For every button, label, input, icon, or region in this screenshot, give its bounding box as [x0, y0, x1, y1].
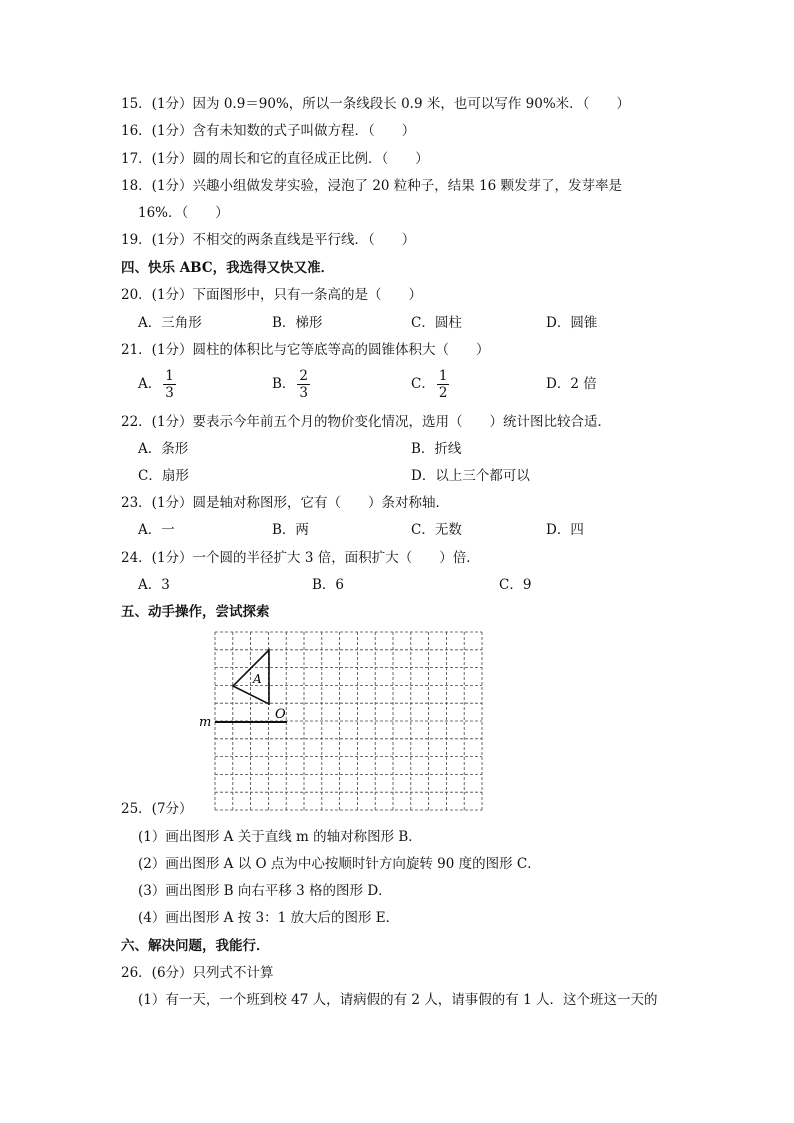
fraction-one-half — [437, 368, 450, 401]
q24-option-b: B．6 — [312, 577, 345, 593]
q21-option-a-label: A． — [138, 376, 162, 392]
fraction-denominator: 3 — [165, 385, 174, 401]
q21-option-c-label: C． — [411, 376, 435, 392]
q25-part-2: (2）画出图形 A 以 O 点为中心按顺时针方向旋转 90 度的图形 C． — [138, 856, 541, 872]
q20-option-d: D．圆锥 — [546, 315, 598, 331]
fraction-two-thirds — [297, 368, 310, 401]
q25-part-4: (4）画出图形 A 按 3：1 放大后的图形 E． — [138, 910, 400, 926]
line-m-label: m — [199, 715, 212, 730]
question-20: 20．(1分）下面图形中，只有一条高的是（ ） — [121, 287, 423, 303]
fraction-one-third — [163, 368, 176, 401]
question-26: 26．(6分）只列式不计算 — [121, 965, 274, 981]
question-22: 22．(1分）要表示今年前五个月的物价变化情况，选用（ ）统计图比较合适． — [121, 414, 612, 430]
fraction-numerator: 1 — [438, 368, 448, 384]
question-15: 15．(1分）因为 0.9＝90%，所以一条线段长 0.9 米，也可以写作 90%米．（ ） — [121, 96, 630, 112]
question-19: 19．(1分）不相交的两条直线是平行线．（ ） — [121, 232, 416, 248]
q24-option-c: C．9 — [499, 577, 532, 593]
q26-part-1: (1）有一天，一个班到校 47 人，请病假的有 2 人，请事假的有 1 人．这个班这一天的 — [138, 992, 658, 1008]
q21-option-b-label: B． — [272, 376, 296, 392]
shape-a-label: A — [253, 672, 262, 686]
q22-option-d: D．以上三个都可以 — [411, 468, 530, 484]
q25-part-1: (1）画出图形 A 关于直线 m 的轴对称图形 B． — [138, 829, 422, 845]
q22-option-b: B．折线 — [411, 441, 462, 457]
q23-option-d: D．四 — [546, 522, 584, 538]
q21-option-c — [411, 368, 449, 401]
fraction-denominator: 3 — [299, 385, 309, 401]
fraction-denominator: 2 — [438, 385, 448, 401]
section-6-title: 六、解决问题，我能行． — [121, 938, 270, 954]
fraction-numerator: 2 — [299, 368, 309, 384]
q23-option-c: C．无数 — [411, 522, 462, 538]
question-16: 16．(1分）含有未知数的式子叫做方程．（ ） — [121, 123, 416, 139]
question-24: 24．(1分）一个圆的半径扩大 3 倍，面积扩大（ ）倍． — [121, 550, 480, 566]
question-25: 25．(7分） — [121, 801, 193, 817]
q23-option-b: B．两 — [272, 522, 309, 538]
point-o-label: O — [275, 707, 286, 722]
q25-part-3: (3）画出图形 B 向右平移 3 格的图形 D． — [138, 883, 392, 899]
q20-option-b: B．梯形 — [272, 315, 323, 331]
q21-option-d: D．2 倍 — [546, 376, 597, 392]
triangle-a — [233, 650, 269, 704]
question-21: 21．(1分）圆柱的体积比与它等底等高的圆锥体积大（ ） — [121, 342, 490, 358]
q23-option-a: A．一 — [138, 522, 175, 538]
question-17: 17．(1分）圆的周长和它的直径成正比例．（ ） — [121, 151, 429, 167]
section-5-title: 五、动手操作，尝试探索 — [121, 604, 270, 620]
question-18-continued: 16%．（ ） — [138, 205, 229, 221]
q20-option-a: A．三角形 — [138, 315, 202, 331]
question-23: 23．(1分）圆是轴对称图形，它有（ ）条对称轴． — [121, 495, 450, 511]
q21-option-b — [272, 368, 310, 401]
q22-option-c: C．扇形 — [138, 468, 189, 484]
q21-option-a — [138, 368, 176, 401]
fraction-numerator: 1 — [165, 368, 174, 384]
section-4-title: 四、快乐 ABC，我选得又快又准． — [121, 260, 335, 276]
grid-figure — [195, 628, 485, 814]
q22-option-a: A．条形 — [138, 441, 189, 457]
question-18: 18．(1分）兴趣小组做发芽实验，浸泡了 20 粒种子，结果 16 颗发芽了，发芽率是 — [121, 178, 623, 194]
q20-option-c: C．圆柱 — [411, 315, 462, 331]
q24-option-a: A．3 — [138, 577, 170, 593]
